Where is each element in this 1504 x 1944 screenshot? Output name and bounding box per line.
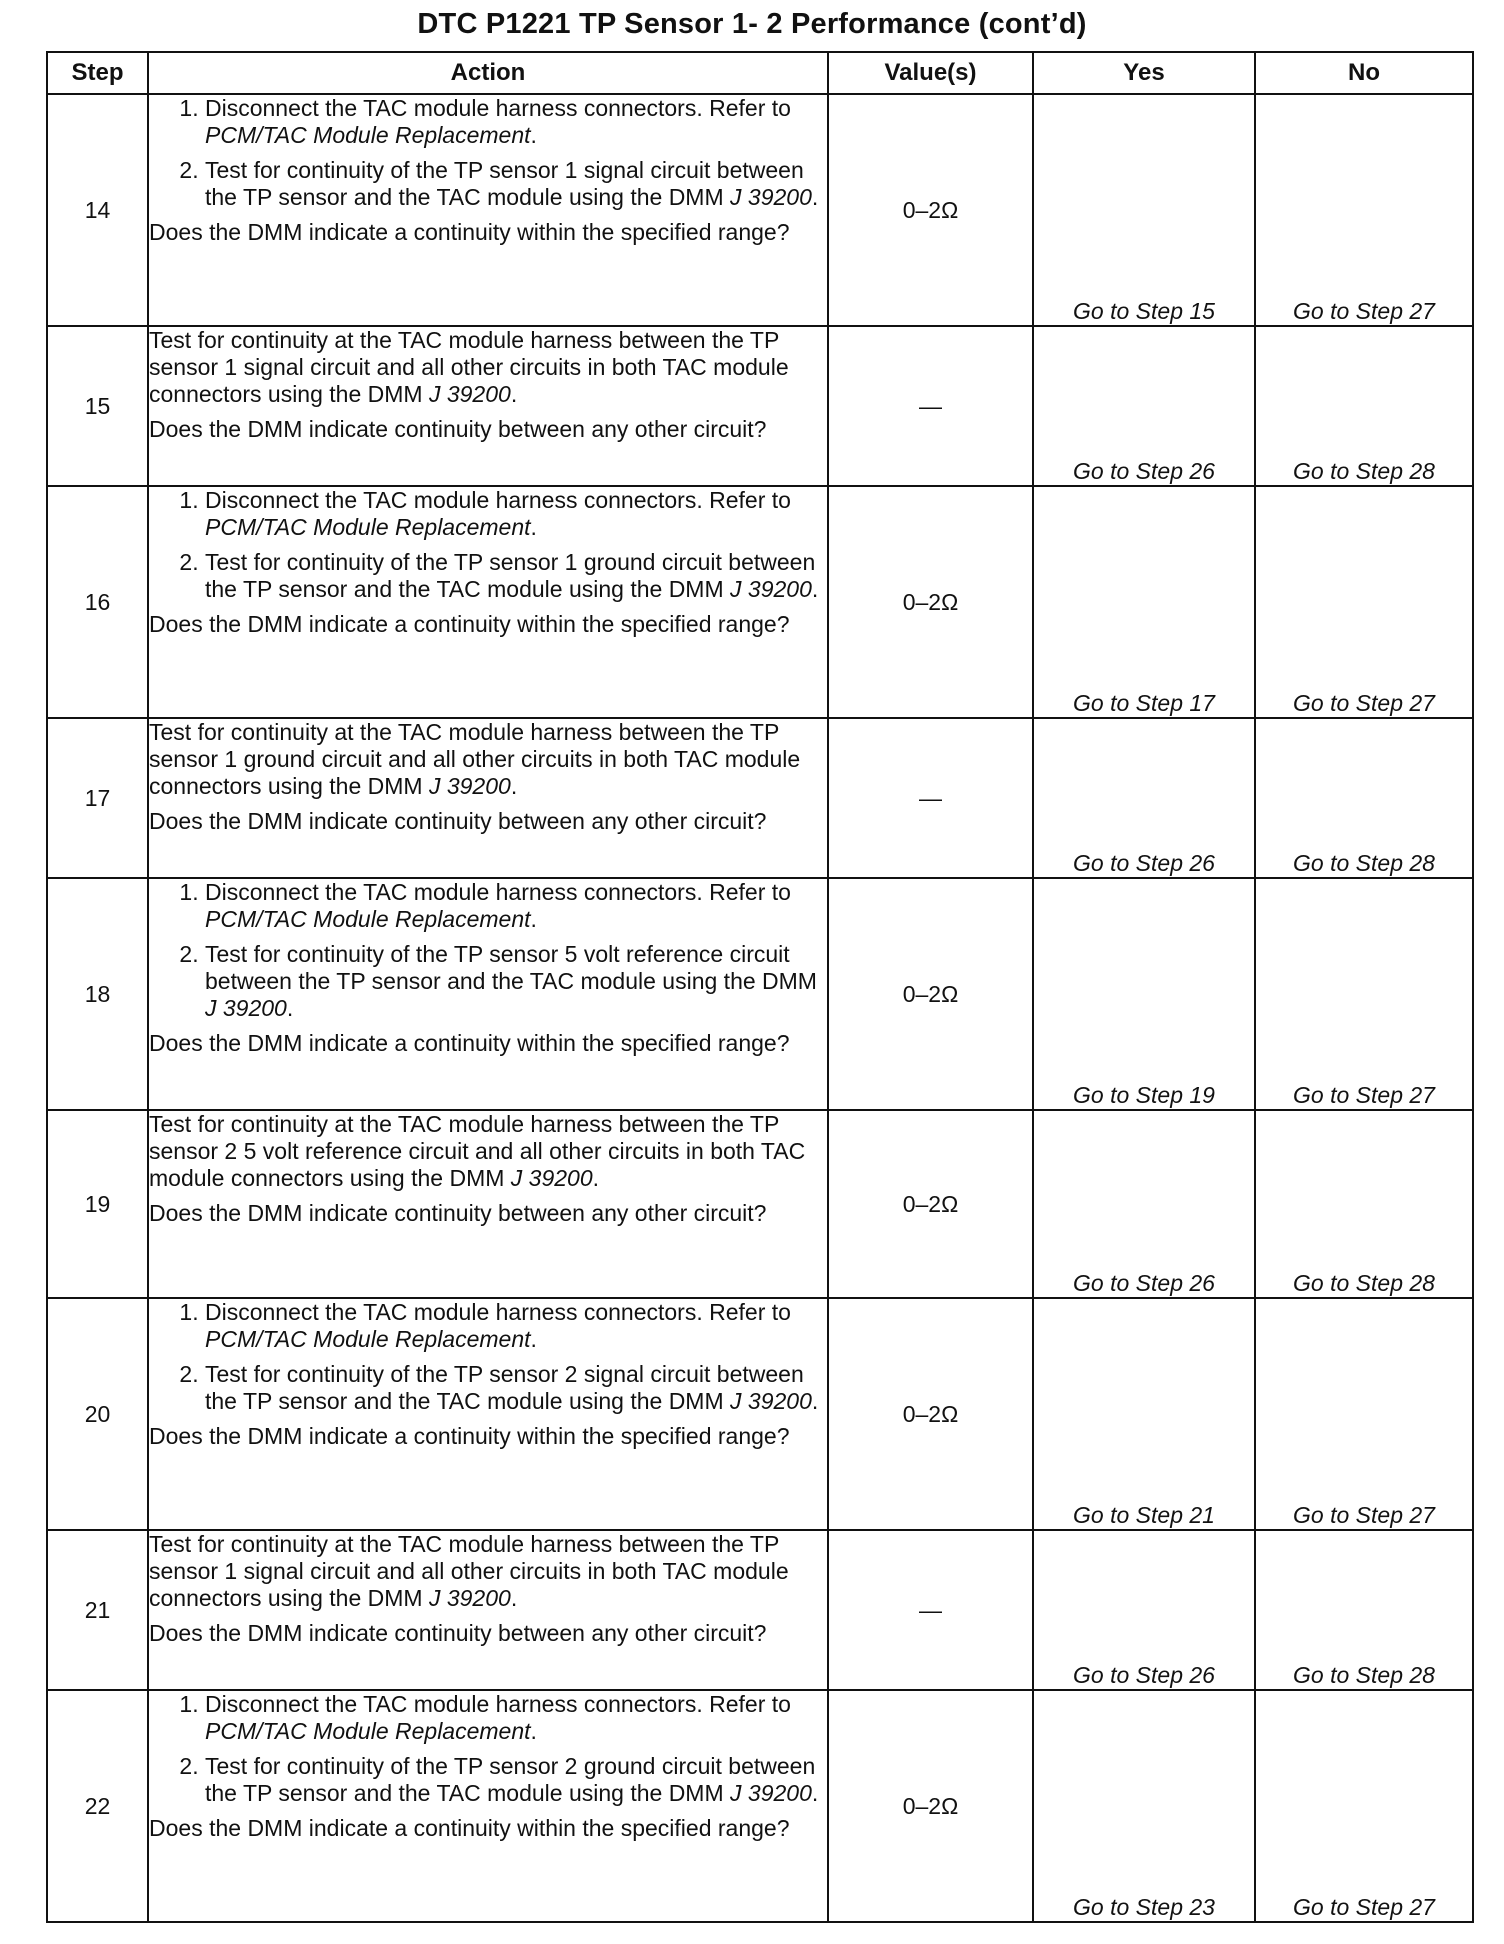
no-link[interactable]: Go to Step 27 (1255, 1298, 1473, 1530)
table-row (47, 718, 1473, 878)
header-row (47, 52, 1473, 94)
value-cell: — (828, 1530, 1033, 1690)
table-row (47, 94, 1473, 326)
action-item: 2. Test for continuity of the TP sensor 5 volt reference circuit between the TP sensor and the TAC module using the DMM J 39200. (205, 941, 827, 1022)
action-list (149, 1299, 827, 1415)
value-cell: 0–2Ω (828, 1110, 1033, 1298)
no-link[interactable]: Go to Step 27 (1255, 878, 1473, 1110)
table-row (47, 1690, 1473, 1922)
step-number: 18 (47, 878, 148, 1110)
yes-link[interactable]: Go to Step 26 (1033, 718, 1255, 878)
action-cell (148, 486, 828, 718)
no-link[interactable]: Go to Step 27 (1255, 1690, 1473, 1922)
value-cell: 0–2Ω (828, 486, 1033, 718)
action-cell (148, 1690, 828, 1922)
action-cell (148, 878, 828, 1110)
header-yes: Yes (1033, 52, 1255, 94)
action-item: 1. Disconnect the TAC module harness connectors. Refer to PCM/TAC Module Replacement. (205, 95, 827, 149)
action-question: Does the DMM indicate continuity between any other circuit? (149, 1200, 767, 1226)
page-title: DTC P1221 TP Sensor 1- 2 Performance (cont’d) (417, 8, 1087, 40)
step-number: 17 (47, 718, 148, 878)
action-question: Does the DMM indicate continuity between any other circuit? (149, 1620, 767, 1646)
action-list (149, 487, 827, 603)
action-question: Does the DMM indicate continuity between any other circuit? (149, 416, 767, 442)
action-text: Test for continuity at the TAC module harness between the TP sensor 1 signal circuit and all other circuits in both TAC module connectors using the DMM J 39200. (149, 327, 789, 407)
value-cell: — (828, 718, 1033, 878)
value-cell: 0–2Ω (828, 878, 1033, 1110)
step-number: 21 (47, 1530, 148, 1690)
header-step: Step (47, 52, 148, 94)
action-text: Test for continuity at the TAC module harness between the TP sensor 1 signal circuit and all other circuits in both TAC module connectors using the DMM J 39200. (149, 1531, 789, 1611)
value-cell: — (828, 326, 1033, 486)
yes-link[interactable]: Go to Step 26 (1033, 1110, 1255, 1298)
yes-link[interactable]: Go to Step 21 (1033, 1298, 1255, 1530)
action-item: 2. Test for continuity of the TP sensor 1 signal circuit between the TP sensor and the TAC module using the DMM J 39200. (205, 157, 827, 211)
action-item: 2. Test for continuity of the TP sensor 1 ground circuit between the TP sensor and the TAC module using the DMM J 39200. (205, 549, 827, 603)
table-row (47, 1530, 1473, 1690)
table-row (47, 878, 1473, 1110)
action-item: 2. Test for continuity of the TP sensor 2 ground circuit between the TP sensor and the TAC module using the DMM J 39200. (205, 1753, 827, 1807)
header-no: No (1255, 52, 1473, 94)
action-item: 1. Disconnect the TAC module harness connectors. Refer to PCM/TAC Module Replacement. (205, 1691, 827, 1745)
table-row (47, 486, 1473, 718)
header-action: Action (148, 52, 828, 94)
yes-link[interactable]: Go to Step 26 (1033, 326, 1255, 486)
table-row (47, 1110, 1473, 1298)
no-link[interactable]: Go to Step 28 (1255, 718, 1473, 878)
step-number: 20 (47, 1298, 148, 1530)
action-text: Test for continuity at the TAC module harness between the TP sensor 2 5 volt reference circuit and all other circuits in both TAC module connectors using the DMM J 39200. (149, 1111, 806, 1191)
yes-link[interactable]: Go to Step 15 (1033, 94, 1255, 326)
action-cell (148, 1110, 828, 1298)
action-question: Does the DMM indicate a continuity within the specified range? (149, 611, 790, 637)
action-question: Does the DMM indicate a continuity within the specified range? (149, 1030, 790, 1056)
action-list (149, 1691, 827, 1807)
value-cell: 0–2Ω (828, 1690, 1033, 1922)
action-cell (148, 1530, 828, 1690)
step-number: 14 (47, 94, 148, 326)
step-number: 19 (47, 1110, 148, 1298)
step-number: 22 (47, 1690, 148, 1922)
diagnostic-table (46, 51, 1474, 1923)
action-cell (148, 1298, 828, 1530)
header-value: Value(s) (828, 52, 1033, 94)
action-item: 1. Disconnect the TAC module harness connectors. Refer to PCM/TAC Module Replacement. (205, 1299, 827, 1353)
no-link[interactable]: Go to Step 28 (1255, 1110, 1473, 1298)
action-item: 1. Disconnect the TAC module harness connectors. Refer to PCM/TAC Module Replacement. (205, 487, 827, 541)
no-link[interactable]: Go to Step 27 (1255, 486, 1473, 718)
yes-link[interactable]: Go to Step 26 (1033, 1530, 1255, 1690)
action-list (149, 879, 827, 1022)
no-link[interactable]: Go to Step 28 (1255, 326, 1473, 486)
value-cell: 0–2Ω (828, 1298, 1033, 1530)
action-cell (148, 326, 828, 486)
action-question: Does the DMM indicate a continuity within the specified range? (149, 219, 790, 245)
yes-link[interactable]: Go to Step 19 (1033, 878, 1255, 1110)
action-cell (148, 94, 828, 326)
action-item: 2. Test for continuity of the TP sensor 2 signal circuit between the TP sensor and the TAC module using the DMM J 39200. (205, 1361, 827, 1415)
action-item: 1. Disconnect the TAC module harness connectors. Refer to PCM/TAC Module Replacement. (205, 879, 827, 933)
yes-link[interactable]: Go to Step 23 (1033, 1690, 1255, 1922)
table-row (47, 1298, 1473, 1530)
step-number: 15 (47, 326, 148, 486)
no-link[interactable]: Go to Step 27 (1255, 94, 1473, 326)
no-link[interactable]: Go to Step 28 (1255, 1530, 1473, 1690)
action-cell (148, 718, 828, 878)
action-text: Test for continuity at the TAC module harness between the TP sensor 1 ground circuit and all other circuits in both TAC module connectors using the DMM J 39200. (149, 719, 801, 799)
action-question: Does the DMM indicate continuity between any other circuit? (149, 808, 767, 834)
value-cell: 0–2Ω (828, 94, 1033, 326)
action-list (149, 95, 827, 211)
action-question: Does the DMM indicate a continuity within the specified range? (149, 1423, 790, 1449)
table-row (47, 326, 1473, 486)
yes-link[interactable]: Go to Step 17 (1033, 486, 1255, 718)
action-question: Does the DMM indicate a continuity within the specified range? (149, 1815, 790, 1841)
step-number: 16 (47, 486, 148, 718)
